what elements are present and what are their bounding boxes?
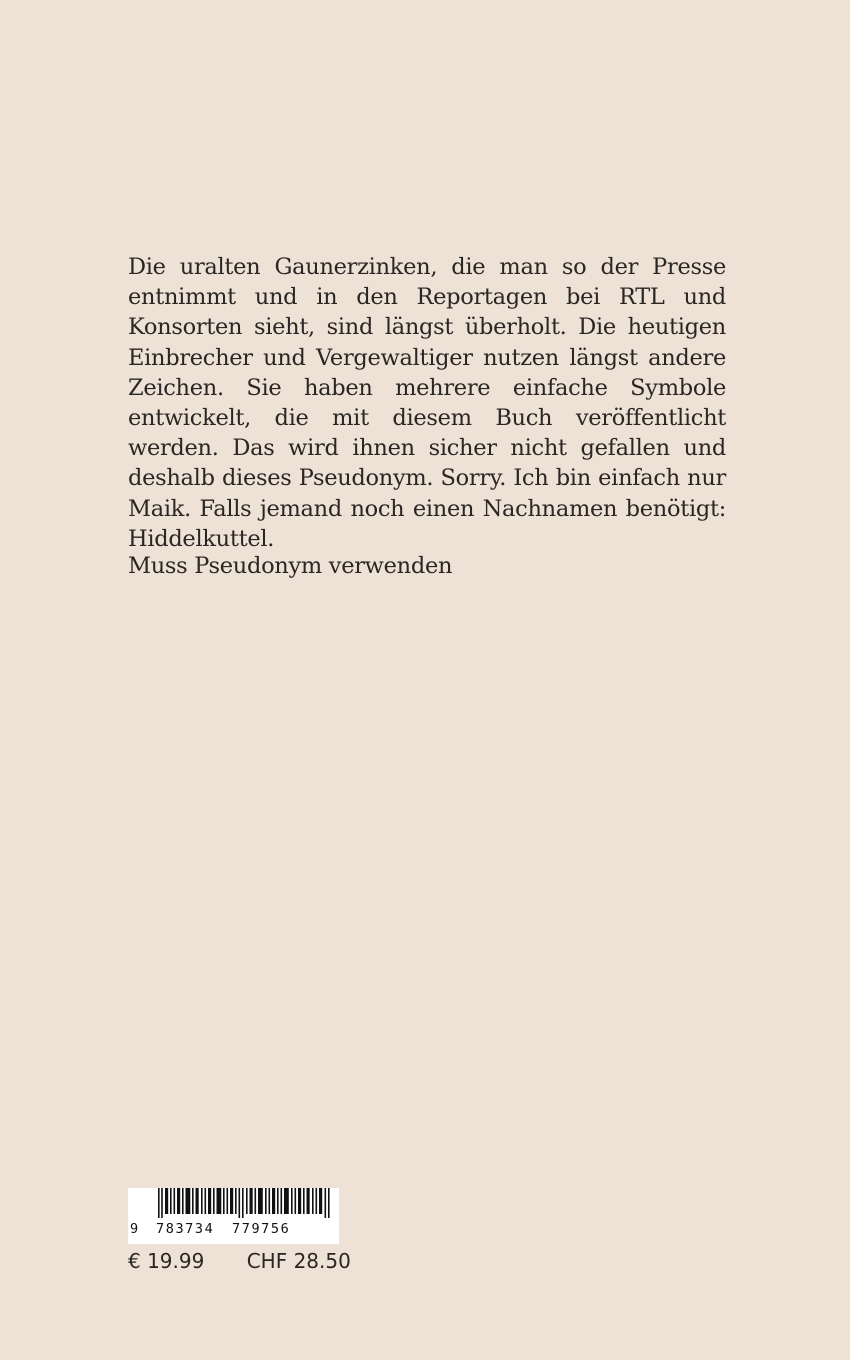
isbn-digits [128, 1218, 339, 1242]
isbn-first-digit: 9 [130, 1221, 139, 1237]
price-chf: CHF 28.50 [246, 1249, 351, 1273]
price-line [128, 1247, 351, 1275]
blurb-paragraph: Die uralten Gaunerzinken, die man so der Presse entnimmt und in den Reportagen bei RTL und Konsorten sieht, sind längst überholt. Die heutigen Einbrecher und Vergewaltiger nutzen längst andere Zeichen. Sie haben mehrere einfache Symbole entwickelt, die mit diesem Buch veröffentlicht werden. Das wird ihnen sicher nicht gefallen und deshalb dieses Pseudonym. Sorry. Ich bin einfach nur Maik. Falls jemand noch einen Nachnamen benötigt: Hiddelkuttel. [128, 254, 726, 552]
isbn-barcode [128, 1188, 339, 1244]
isbn-right-group: 779756 [232, 1221, 291, 1237]
back-cover-blurb [128, 252, 726, 554]
isbn-left-group: 783734 [156, 1221, 215, 1237]
barcode-bars [158, 1188, 334, 1218]
price-eur: € 19.99 [128, 1249, 205, 1273]
author-note: Muss Pseudonym verwenden [128, 553, 453, 579]
